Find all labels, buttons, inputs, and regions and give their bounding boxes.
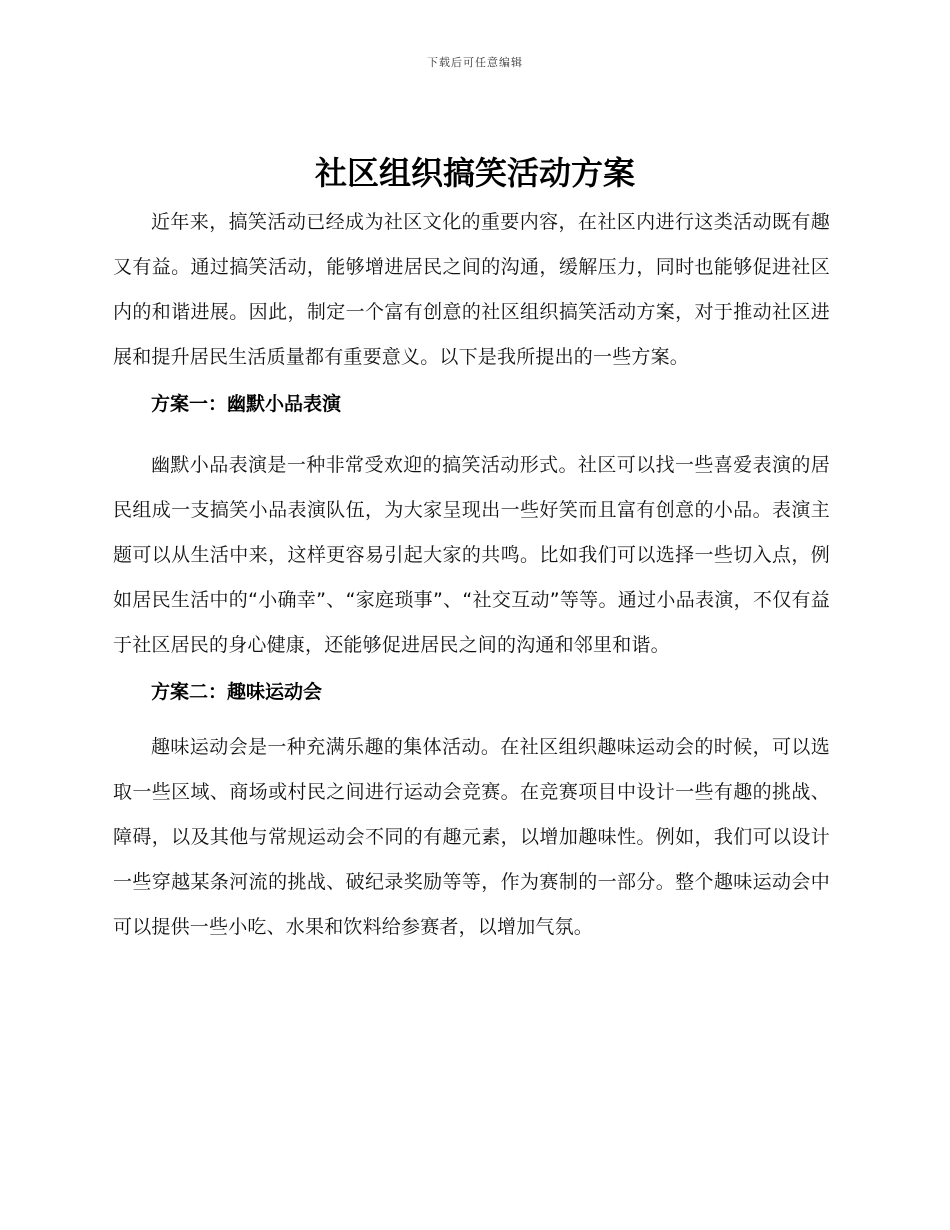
document-body bbox=[113, 200, 830, 950]
section-heading-plan-2: 方案二：趣味运动会 bbox=[151, 681, 323, 703]
section-body-plan-2: 趣味运动会是一种充满乐趣的集体活动。在社区组织趣味运动会的时候，可以选取一些区域、商场或村民之间进行运动会竞赛。在竞赛项目中设计一些有趣的挑战、障碍，以及其他与常规运动会不同的有趣元素，以增加趣味性。例如，我们可以设计一些穿越某条河流的挑战、破纪录奖励等等，作为赛制的一部分。整个趣味运动会中可以提供一些小吃、水果和饮料给参赛者，以增加气氛。 bbox=[113, 736, 830, 938]
section-body-plan-1: 幽默小品表演是一种非常受欢迎的搞笑活动形式。社区可以找一些喜爱表演的居民组成一支搞笑小品表演队伍，为大家呈现出一些好笑而且富有创意的小品。表演主题可以从生活中来，这样更容易引起大家的共鸣。比如我们可以选择一些切入点，例如居民生活中的“小确幸”、“家庭琐事”、“社交互动”等等。通过小品表演，不仅有益于社区居民的身心健康，还能够促进居民之间的沟通和邻里和谐。 bbox=[113, 454, 830, 656]
document-title: 社区组织搞笑活动方案 bbox=[314, 154, 635, 192]
page-header-note: 下载后可任意编辑 bbox=[427, 56, 523, 69]
intro-paragraph: 近年来，搞笑活动已经成为社区文化的重要内容，在社区内进行这类活动既有趣又有益。通过搞笑活动，能够增进居民之间的沟通，缓解压力，同时也能够促进社区内的和谐进展。因此，制定一个富有创意的社区组织搞笑活动方案，对于推动社区进展和提升居民生活质量都有重要意义。以下是我所提出的一些方案。 bbox=[113, 211, 830, 368]
section-heading-plan-1: 方案一：幽默小品表演 bbox=[151, 393, 342, 415]
